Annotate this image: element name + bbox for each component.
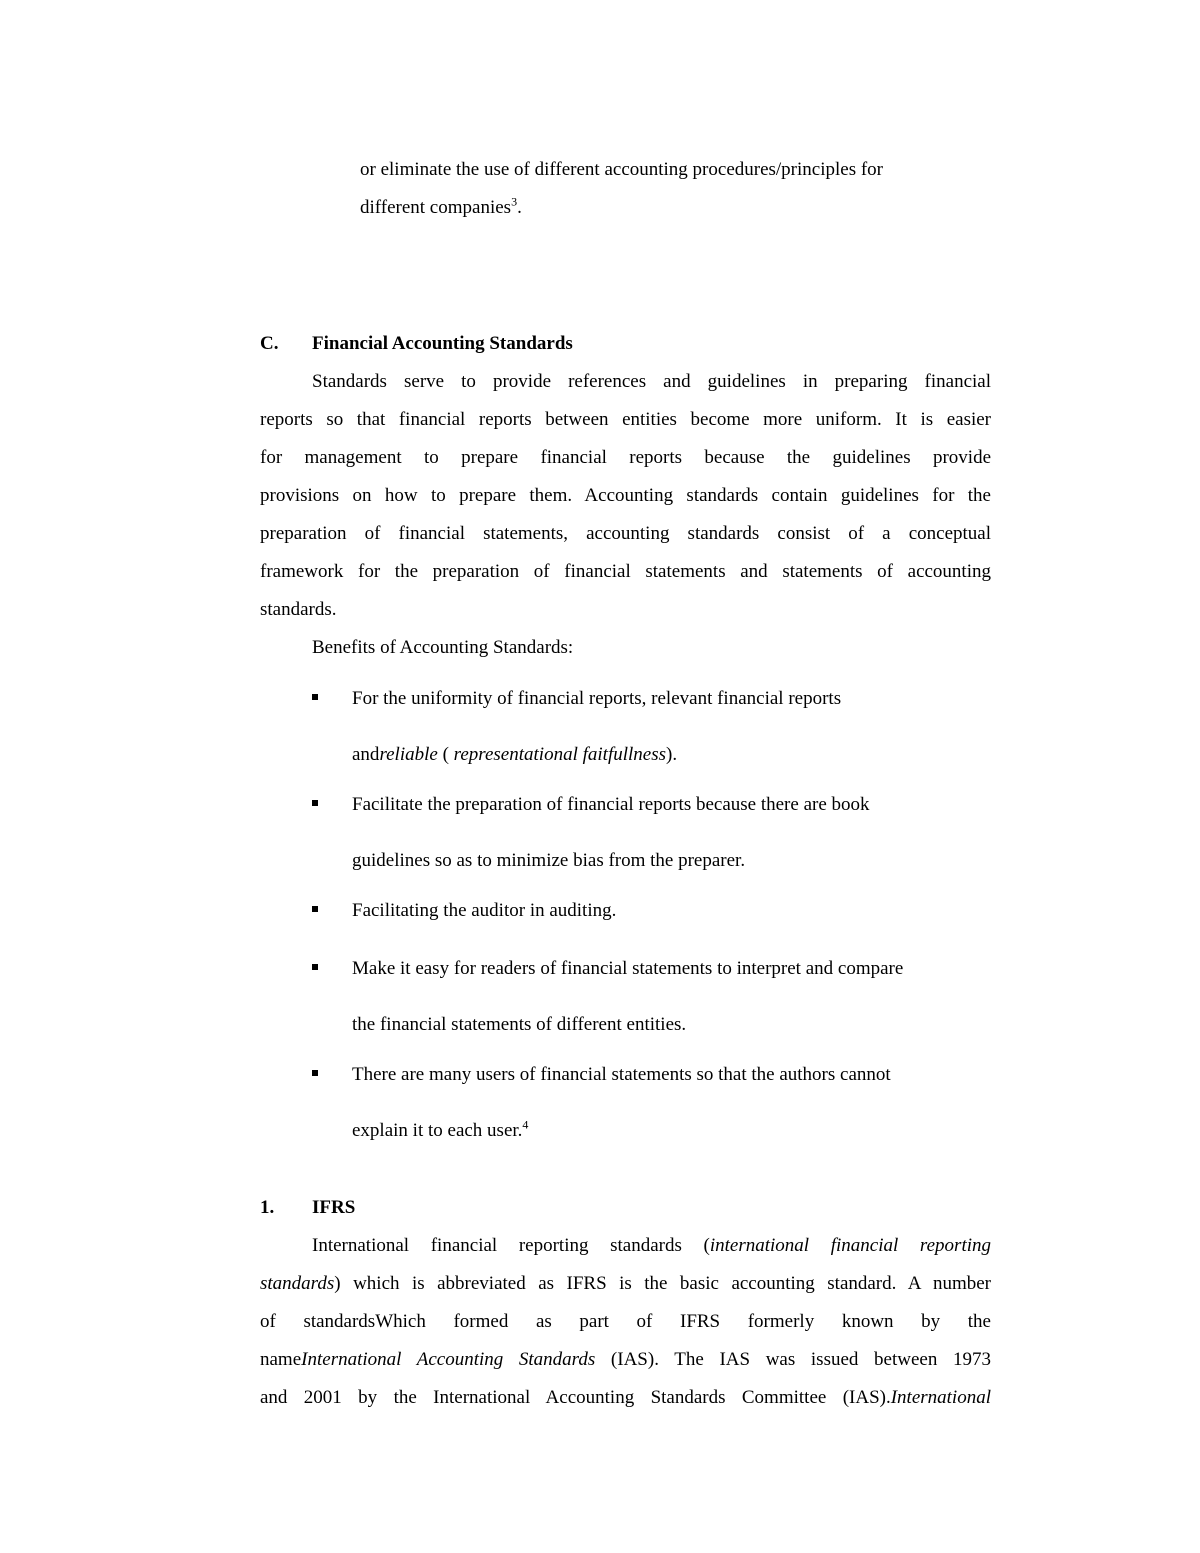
section-c-heading: [260, 325, 573, 363]
list-item: [312, 786, 992, 892]
continuation-line-2-text: different companies: [360, 197, 512, 218]
list-item: [312, 950, 992, 1056]
bullet-4-line-1: Make it easy for readers of financial statements to interpret and compare: [352, 958, 904, 979]
bullet-1-line-1: For the uniformity of financial reports, relevant financial reports: [352, 688, 842, 709]
paragraph-line-4: provisions on how to prepare them. Accounting standards contain guidelines for the: [260, 485, 991, 506]
square-bullet-icon: [312, 964, 318, 970]
footnote-ref-3: 3: [511, 194, 518, 209]
section-c-paragraph: [260, 363, 991, 667]
section-1-heading: [260, 1189, 355, 1227]
footnote-ref-4: 4: [522, 1117, 529, 1132]
ifrs-line-1: [260, 1227, 991, 1265]
paragraph-line-2: reports so that financial reports between entities become more uniform. It is easier: [260, 409, 991, 430]
paragraph-line-5: preparation of financial statements, accounting standards consist of a conceptual: [260, 523, 991, 544]
list-item: [312, 680, 992, 786]
continuation-line-2: [360, 189, 883, 227]
bullet-5-line-2: [352, 1112, 992, 1162]
paragraph-line-3: for management to prepare financial reports because the guidelines provide: [260, 447, 991, 468]
list-item: [312, 892, 992, 950]
ifrs-line-5: [260, 1379, 991, 1417]
section-c-number: C.: [260, 333, 279, 354]
bullet-1-text-a: and: [352, 744, 380, 765]
paragraph-line-7: standards.: [260, 599, 337, 620]
continuation-line-1: or eliminate the use of different accounting procedures/principles for: [360, 159, 884, 180]
bullet-1-italic-faithfulness: representational faitfullness: [453, 744, 667, 765]
square-bullet-icon: [312, 906, 318, 912]
bullet-5-line-1: There are many users of financial statements so that the authors cannot: [352, 1064, 891, 1085]
square-bullet-icon: [312, 800, 318, 806]
paragraph-line-6: framework for the preparation of financial statements and statements of accounting: [260, 561, 991, 582]
ifrs-line-4-text-b: (IAS). The IAS was issued between 1973: [595, 1349, 991, 1370]
section-1-paragraph: [260, 1227, 991, 1417]
continuation-line-2-end: .: [517, 197, 522, 218]
ifrs-line-4-italic: International Accounting Standards: [301, 1349, 596, 1370]
ifrs-line-5-italic: International: [890, 1387, 991, 1408]
ifrs-line-2-text: ) which is abbreviated as IFRS is the basic accounting standard. A number: [334, 1273, 991, 1294]
section-c-title: Financial Accounting Standards: [312, 333, 573, 354]
ifrs-line-4-text-a: name: [260, 1349, 302, 1370]
benefits-intro: Benefits of Accounting Standards:: [312, 637, 574, 658]
ifrs-line-2: [260, 1265, 991, 1303]
ifrs-line-5-text: and 2001 by the International Accounting Standards Committee (IAS).: [260, 1387, 891, 1408]
bullet-1-line-2: [352, 736, 992, 786]
bullet-2-line-1: Facilitate the preparation of financial reports because there are book: [352, 794, 870, 815]
square-bullet-icon: [312, 694, 318, 700]
ifrs-line-1-text: International financial reporting standards (: [312, 1235, 710, 1256]
bullet-1-text-c: ).: [666, 744, 678, 765]
bullet-5-text: explain it to each user.: [352, 1120, 523, 1141]
paragraph-line-1: Standards serve to provide references and guidelines in preparing financial: [312, 371, 991, 392]
list-item: [312, 1056, 992, 1162]
ifrs-line-4: [260, 1341, 991, 1379]
square-bullet-icon: [312, 1070, 318, 1076]
bullet-1-text-b: (: [437, 744, 454, 765]
bullet-4-line-2: the financial statements of different entities.: [352, 1014, 687, 1035]
bullet-3-line-1: Facilitating the auditor in auditing.: [352, 900, 617, 921]
benefits-list: [312, 680, 992, 1162]
section-1-title: IFRS: [312, 1197, 356, 1218]
bullet-2-line-2: guidelines so as to minimize bias from the preparer.: [352, 850, 746, 871]
ifrs-line-1-italic: international financial reporting: [709, 1235, 991, 1256]
ifrs-line-3: of standardsWhich formed as part of IFRS formerly known by the: [260, 1311, 991, 1332]
ifrs-line-2-italic: standards: [260, 1273, 335, 1294]
bullet-1-italic-reliable: reliable: [379, 744, 438, 765]
continuation-text: [360, 151, 883, 227]
section-1-number: 1.: [260, 1197, 275, 1218]
